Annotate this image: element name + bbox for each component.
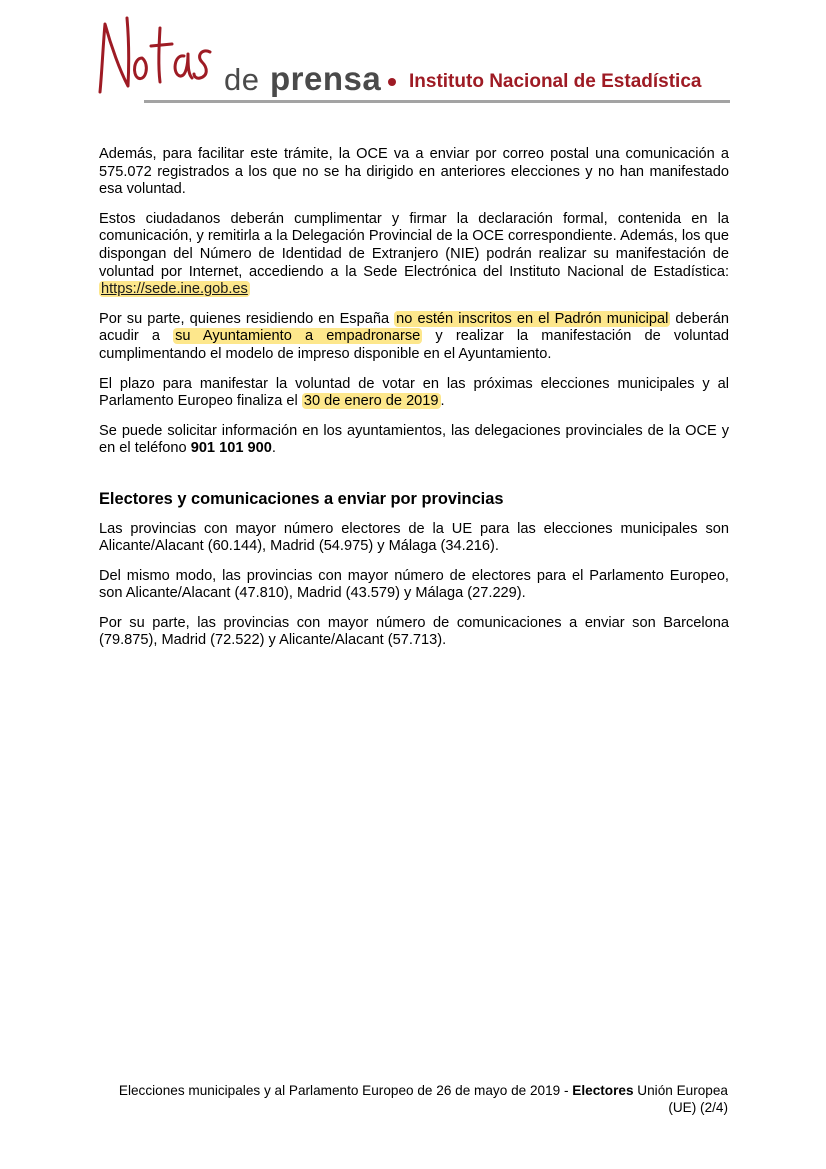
paragraph-padron-text-c: y realizar la manifestación de voluntad cumplimentando el modelo de impreso disponible en el Ayuntamiento. [99, 328, 729, 362]
header-prensa: prensa [270, 60, 382, 97]
paragraph-padron-text-a: Por su parte, quienes residiendo en España [99, 310, 390, 327]
paragraph-contact [99, 423, 729, 458]
footer-text-b: Unión Europea (UE) (2/4) [637, 1083, 728, 1115]
highlight-padron: no estén inscritos en el Padrón municipal [396, 310, 669, 327]
header-divider [144, 100, 730, 103]
institution-name: Instituto Nacional de Estadística [409, 71, 702, 92]
header-de: de [224, 62, 260, 97]
paragraph-declaration-text: Estos ciudadanos deberán cumplimentar y firmar la declaración formal, contenida en la comunicación, y remitirla a la Delegación Provincial de la OCE correspondiente. Además, los que dispongan del Número de Identidad de Extranjero (NIE) podrán realizar su manifestación de voluntad por Internet, accediendo a la Sede Electrónica del Instituto Nacional de Estadística: [99, 210, 729, 280]
paragraph-padron-text-b: deberán acudir a [99, 310, 729, 345]
paragraph-contact-text: Se puede solicitar información en los ayuntamientos, las delegaciones provinciales de la OCE y en el teléfono [99, 422, 729, 457]
document-body [99, 146, 729, 662]
footer-bold: Electores [572, 1083, 634, 1098]
highlight-ayuntamiento: su Ayuntamiento a empadronarse [175, 328, 421, 345]
notas-logo [96, 16, 214, 96]
paragraph-deadline [99, 376, 729, 411]
highlight-deadline-date: 30 de enero de 2019 [303, 393, 439, 410]
paragraph-deadline-period: . [440, 393, 445, 410]
bullet-dot-icon [388, 78, 396, 86]
paragraph-deadline-text: El plazo para manifestar la voluntad de votar en las próximas elecciones municipales y al Parlamento Europeo finaliza el [99, 375, 729, 410]
paragraph-contact-period: . [271, 440, 276, 457]
page-header [96, 16, 728, 96]
footer-text-a: Elecciones municipales y al Parlamento Europeo de 26 de mayo de 2019 - [118, 1083, 569, 1098]
paragraph-padron [99, 311, 729, 364]
page-footer [100, 1082, 728, 1116]
sede-electronica-link[interactable]: https://sede.ine.gob.es [101, 281, 248, 298]
paragraph-oce-mail: Además, para facilitar este trámite, la OCE va a enviar por correo postal una comunicación a 575.072 registrados a los que no se ha dirigido en anteriores elecciones y no han manifestado esa voluntad. [99, 146, 729, 198]
paragraph-communications: Por su parte, las provincias con mayor número de comunicaciones a enviar son Barcelona (79.875), Madrid (72.522) y Alicante/Alacant (57.713). [99, 614, 729, 649]
phone-number: 901 101 900 [190, 440, 272, 457]
paragraph-european-electors: Del mismo modo, las provincias con mayor número de electores para el Parlamento Europeo, son Alicante/Alacant (47.810), Madrid (43.579) y Málaga (27.229). [99, 567, 729, 602]
paragraph-municipal-electors: Las provincias con mayor número electores de la UE para las elecciones municipales son Alicante/Alacant (60.144), Madrid (54.975) y Málaga (34.216). [99, 520, 729, 555]
section-title: Electores y comunicaciones a enviar por provincias [99, 489, 504, 508]
paragraph-declaration [99, 211, 729, 299]
